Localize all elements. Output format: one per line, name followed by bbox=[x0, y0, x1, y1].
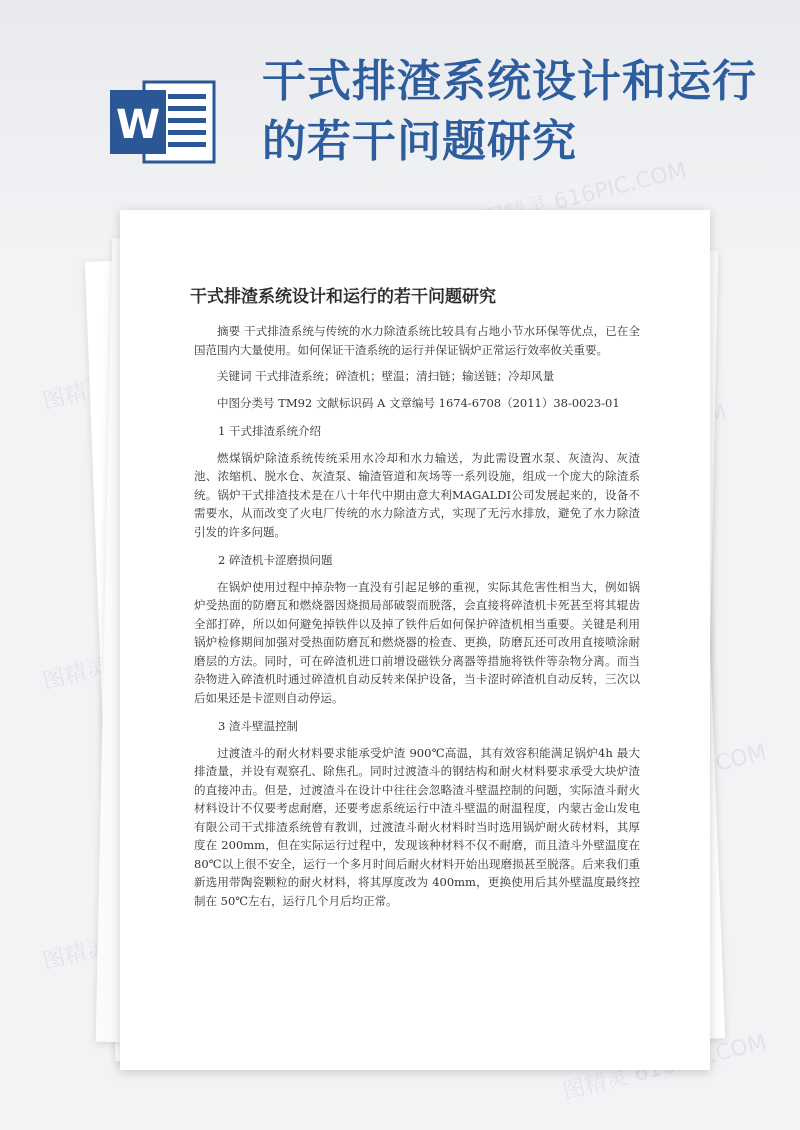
keywords-line: 关键词 干式排渣系统；碎渣机；壁温；清扫链；输送链；冷却风量 bbox=[217, 369, 555, 383]
document-page bbox=[120, 210, 710, 1070]
word-document-icon bbox=[110, 76, 216, 168]
banner-title: 干式排渣系统设计和运行的若干问题研究 bbox=[262, 56, 757, 167]
section-paragraph: 过渡渣斗的耐火材料要求能承受炉渣 900℃高温，其有效容积能满足锅炉4h 最大排渣量，并设有观察孔、除焦孔。同时过渡渣斗的钢结构和耐火材料要求承受大块炉渣的直接冲击。但是，过渡渣斗在设计中往往会忽略渣斗壁温控制的问题，实际渣斗耐火材料设计不仅要考虑耐磨，还要考虑系统运行中渣斗壁温的耐温程度，内蒙古金山发电有限公司干式排渣系统曾有教训，过渡渣斗耐火材料时当时选用锅炉耐火砖材料，其厚度在 200mm，但在实际运行过程中，发现该种材料不仅不耐磨，而且渣斗外壁温度在 80℃以上很不安全，运行一个多月时间后耐火材料开始出现磨损甚至脱落。后来我们重新选用带陶瓷颗粒的耐火材料，将其厚度改为 400mm，更换使用后其外壁温度最终控制在 50℃左右，运行几个月后均正常。 bbox=[194, 745, 640, 908]
word-logo-letter: W bbox=[115, 102, 161, 148]
classification-line: 中图分类号 TM92 文献标识码 A 文章编号 1674-6708（2011）38-0023-01 bbox=[217, 395, 620, 410]
watermark-text: 图精灵 bbox=[40, 374, 111, 415]
watermark-text: 图精灵 bbox=[40, 934, 111, 975]
document-title: 干式排渣系统设计和运行的若干问题研究 bbox=[190, 287, 496, 307]
abstract-paragraph: 摘要 干式排渣系统与传统的水力除渣系统比较具有占地小节水环保等优点，已在全国范围内大量使用。如何保证干渣系统的运行并保证锅炉正常运行效率攸关重要。 bbox=[194, 324, 640, 357]
section-paragraph: 燃煤锅炉除渣系统传统采用水冷却和水力输送，为此需设置水泵、灰渣沟、灰渣池、浓缩机、脱水仓、灰渣泵、输渣管道和灰场等一系列设施，组成一个庞大的除渣系统。锅炉干式排渣技术是在八十年代中期由意大利MAGALDI公司发展起来的，设备不需要水，从而改变了火电厂传统的水力除渣方式，实现了无污水排放，避免了水力除渣引发的许多问题。 bbox=[194, 450, 640, 539]
section-heading: 3 渣斗壁温控制 bbox=[218, 719, 298, 733]
document-body bbox=[194, 322, 640, 918]
section-heading: 2 碎渣机卡涩磨损问题 bbox=[218, 553, 333, 567]
watermark-text: 图精灵 bbox=[40, 654, 111, 695]
section-heading: 1 干式排渣系统介绍 bbox=[218, 424, 321, 438]
watermark-text: 图精灵 bbox=[560, 1064, 631, 1105]
section-paragraph: 在锅炉使用过程中掉杂物一直没有引起足够的重视，实际其危害性相当大，例如锅炉受热面的防磨瓦和燃烧器因烧损局部破裂而脱落，会直接将碎渣机卡死甚至将其辊齿全部打碎，所以如何避免掉铁件以及掉了铁件后如何保护碎渣机相当重要。关键是利用锅炉检修期间加强对受热面防磨瓦和燃烧器的检查、更换，防磨瓦还可改用直接喷涂耐磨层的方法。同时，可在碎渣机进口前增设磁铁分离器等措施将铁件等杂物分离。而当杂物进入碎渣机时通过碎渣机自动反转来保护设备，当卡涩时碎渣机自动反转，三次以后如果还是卡涩则自动停运。 bbox=[194, 579, 640, 705]
